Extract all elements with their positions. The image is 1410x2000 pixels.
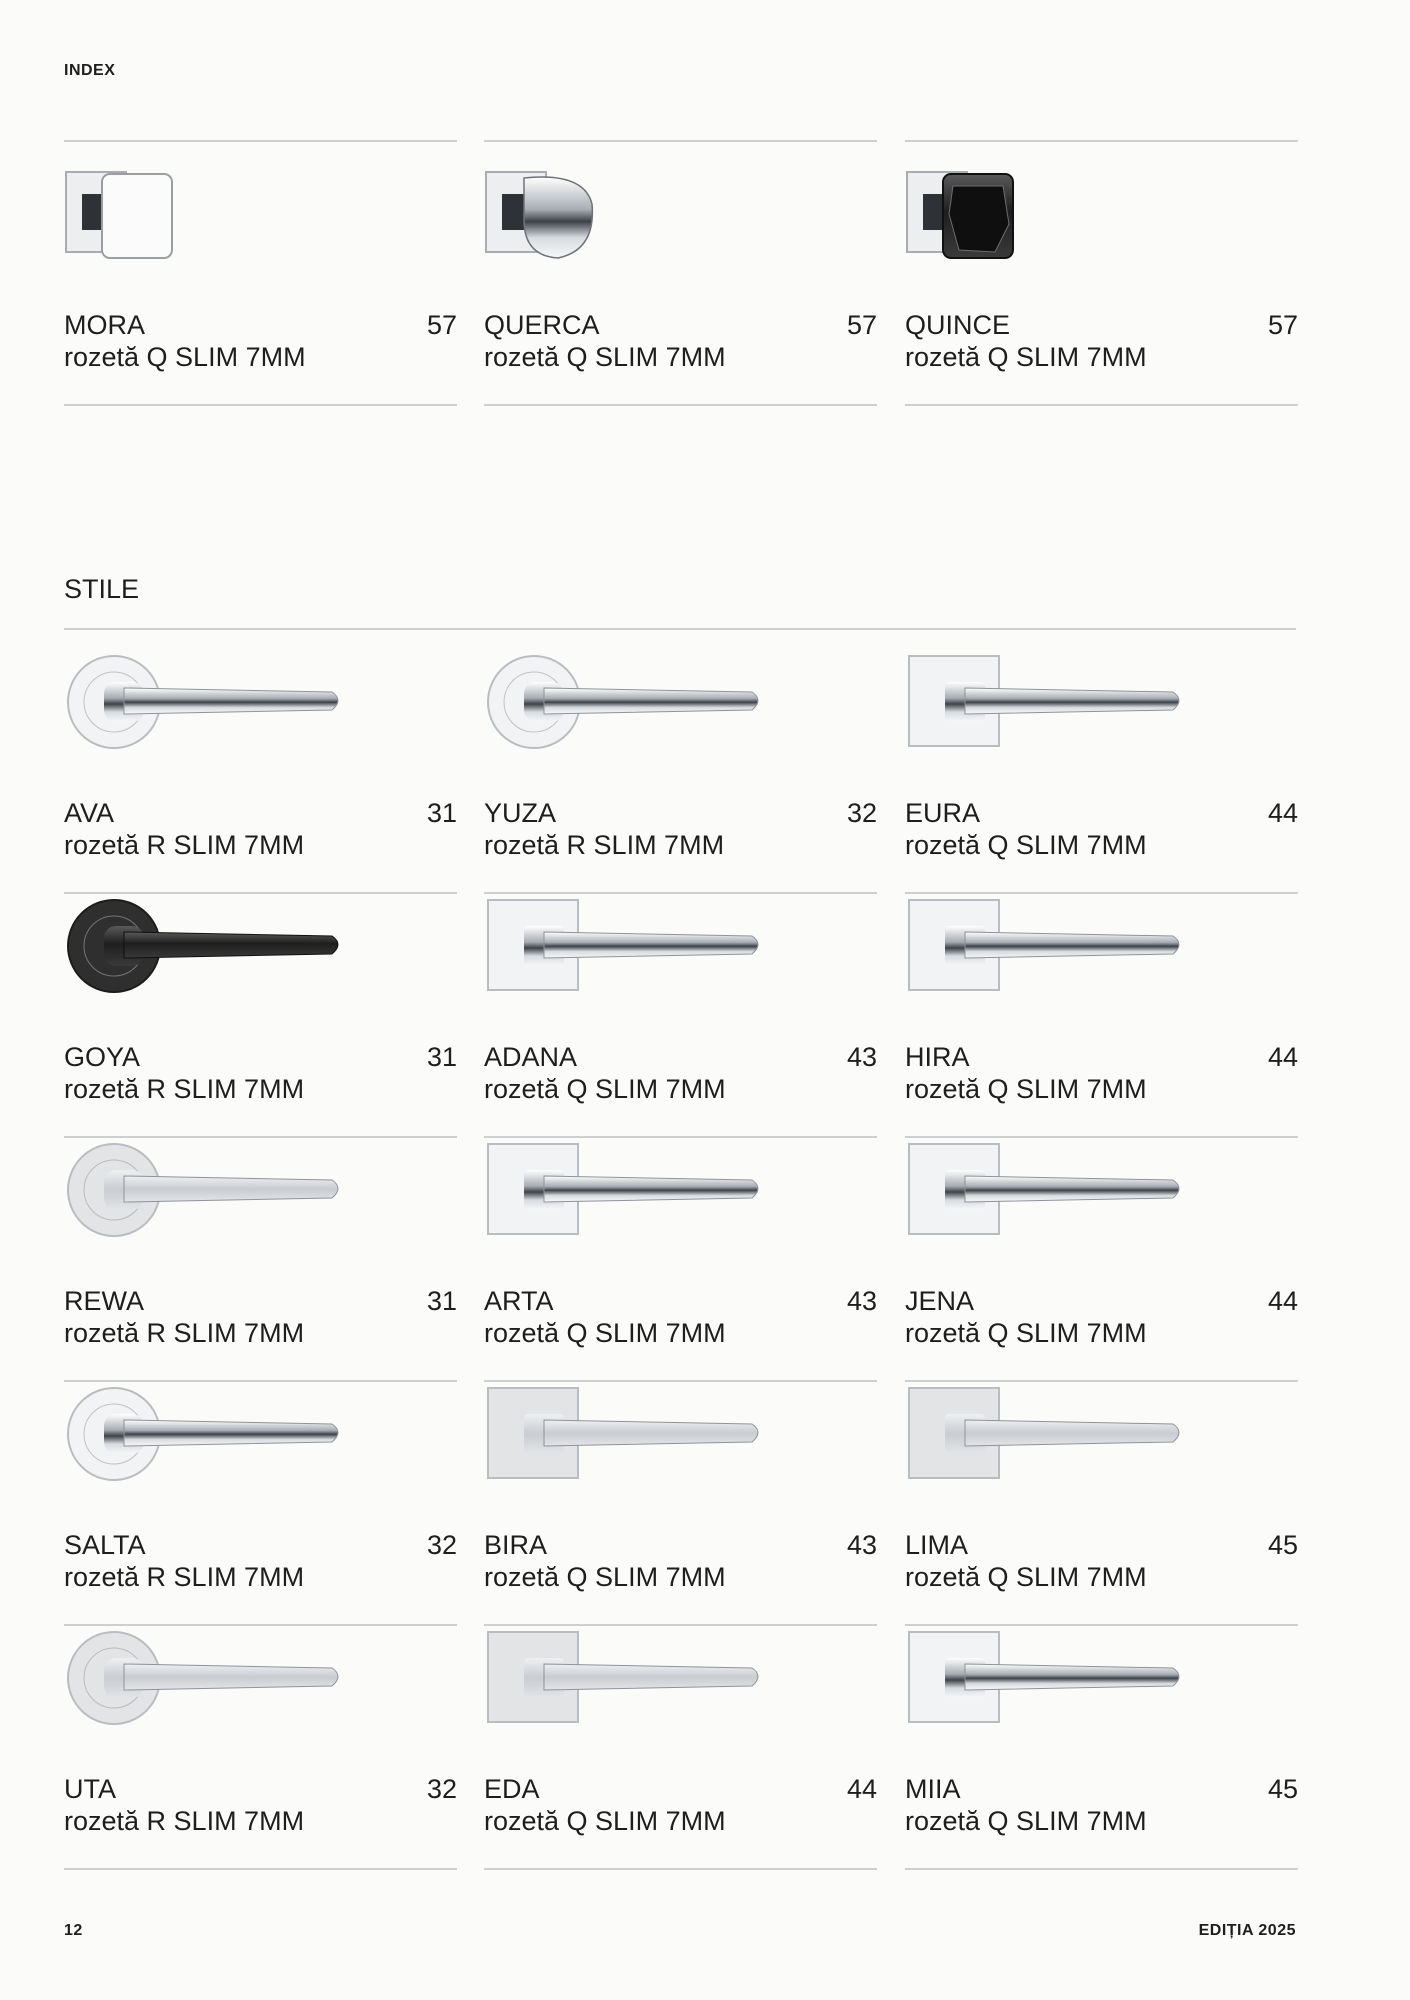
page-reference: 57 <box>846 310 877 340</box>
rosette-spec: rozetă Q SLIM 7MM <box>905 1806 1147 1836</box>
product-image <box>905 1628 1205 1748</box>
round-rose-lever-icon <box>64 1384 364 1504</box>
product-name: QUERCA <box>484 310 600 340</box>
catalog-item[interactable] <box>484 1140 877 1384</box>
rosette-spec: rozetă R SLIM 7MM <box>64 830 305 860</box>
page-reference: 57 <box>426 310 457 340</box>
product-name: SALTA <box>64 1530 146 1560</box>
product-image <box>484 652 784 772</box>
product-image <box>64 896 364 1016</box>
product-name: EDA <box>484 1774 540 1804</box>
rosette-spec: rozetă Q SLIM 7MM <box>64 342 306 372</box>
product-name: LIMA <box>905 1530 969 1560</box>
product-image <box>484 1628 784 1748</box>
product-image <box>64 1384 364 1504</box>
product-image <box>905 896 1205 1016</box>
item-divider <box>64 1380 457 1382</box>
page-reference: 45 <box>1267 1774 1298 1804</box>
round-rose-lever-icon <box>64 896 364 1016</box>
round-rose-lever-icon <box>64 1628 364 1748</box>
square-knob-icon <box>64 164 364 284</box>
rosette-spec: rozetă Q SLIM 7MM <box>484 1318 726 1348</box>
item-divider <box>64 892 457 894</box>
product-image <box>484 1140 784 1260</box>
page-reference: 32 <box>426 1774 457 1804</box>
square-rose-lever-icon <box>484 896 784 1016</box>
product-name: QUINCE <box>905 310 1011 340</box>
product-image <box>905 1384 1205 1504</box>
header-label: INDEX <box>64 62 116 79</box>
section-divider <box>64 628 1296 630</box>
item-divider <box>905 1868 1298 1870</box>
page-reference: 32 <box>426 1530 457 1560</box>
page-reference: 44 <box>846 1774 877 1804</box>
product-image <box>484 1384 784 1504</box>
square-rose-lever-icon <box>905 1384 1205 1504</box>
catalog-item[interactable] <box>64 1628 457 1872</box>
product-name: BIRA <box>484 1530 548 1560</box>
product-image <box>64 164 364 284</box>
product-name: YUZA <box>484 798 557 828</box>
product-name: UTA <box>64 1774 116 1804</box>
catalog-item[interactable] <box>905 1384 1298 1628</box>
item-divider <box>905 1136 1298 1138</box>
catalog-item[interactable] <box>905 1140 1298 1384</box>
catalog-item[interactable] <box>905 896 1298 1140</box>
item-divider <box>484 404 877 406</box>
rosette-spec: rozetă R SLIM 7MM <box>64 1318 305 1348</box>
product-name: EURA <box>905 798 981 828</box>
item-divider <box>484 1136 877 1138</box>
page-reference: 31 <box>426 1042 457 1072</box>
rosette-spec: rozetă Q SLIM 7MM <box>484 1562 726 1592</box>
rosette-spec: rozetă R SLIM 7MM <box>64 1562 305 1592</box>
rosette-spec: rozetă Q SLIM 7MM <box>905 1318 1147 1348</box>
catalog-item[interactable] <box>64 164 457 408</box>
rosette-spec: rozetă Q SLIM 7MM <box>905 342 1147 372</box>
catalog-item[interactable] <box>905 1628 1298 1872</box>
catalog-item[interactable] <box>64 1140 457 1384</box>
row-divider <box>905 140 1298 142</box>
row-divider <box>64 140 457 142</box>
page-reference: 31 <box>426 798 457 828</box>
rosette-spec: rozetă Q SLIM 7MM <box>905 1074 1147 1104</box>
catalog-item[interactable] <box>484 1384 877 1628</box>
item-divider <box>64 404 457 406</box>
rosette-spec: rozetă R SLIM 7MM <box>64 1074 305 1104</box>
item-divider <box>64 1136 457 1138</box>
rosette-spec: rozetă Q SLIM 7MM <box>905 830 1147 860</box>
product-image <box>64 1628 364 1748</box>
product-name: GOYA <box>64 1042 141 1072</box>
square-rose-lever-icon <box>905 1140 1205 1260</box>
item-divider <box>484 892 877 894</box>
item-divider <box>64 1624 457 1626</box>
page-reference: 43 <box>846 1042 877 1072</box>
footer-page-number: 12 <box>64 1922 83 1939</box>
product-name: JENA <box>905 1286 975 1316</box>
item-divider <box>905 1624 1298 1626</box>
catalog-item[interactable] <box>64 896 457 1140</box>
item-divider <box>484 1868 877 1870</box>
footer-edition: EDIȚIA 2025 <box>1198 1922 1296 1939</box>
page-reference: 45 <box>1267 1530 1298 1560</box>
rosette-spec: rozetă R SLIM 7MM <box>64 1806 305 1836</box>
rosette-spec: rozetă Q SLIM 7MM <box>484 1074 726 1104</box>
product-name: HIRA <box>905 1042 970 1072</box>
square-rose-lever-icon <box>905 896 1205 1016</box>
product-image <box>484 164 784 284</box>
product-image <box>905 652 1205 772</box>
round-rose-lever-icon <box>64 652 364 772</box>
product-image <box>64 652 364 772</box>
page-reference: 44 <box>1267 1042 1298 1072</box>
catalog-item[interactable] <box>484 1628 877 1872</box>
page-reference: 31 <box>426 1286 457 1316</box>
catalog-item[interactable] <box>484 652 877 896</box>
square-rose-lever-icon <box>484 1628 784 1748</box>
product-name: ADANA <box>484 1042 578 1072</box>
catalog-item[interactable] <box>905 652 1298 896</box>
rosette-spec: rozetă Q SLIM 7MM <box>484 1806 726 1836</box>
page-reference: 44 <box>1267 798 1298 828</box>
square-rose-lever-icon <box>905 1628 1205 1748</box>
page-reference: 57 <box>1267 310 1298 340</box>
product-image <box>64 1140 364 1260</box>
product-name: MIIA <box>905 1774 961 1804</box>
page-reference: 44 <box>1267 1286 1298 1316</box>
catalog-item[interactable] <box>484 896 877 1140</box>
page-reference: 43 <box>846 1286 877 1316</box>
round-rose-lever-icon <box>64 1140 364 1260</box>
square-rose-lever-icon <box>484 1384 784 1504</box>
square-rose-lever-icon <box>484 1140 784 1260</box>
row-divider <box>484 140 877 142</box>
item-divider <box>905 404 1298 406</box>
product-name: AVA <box>64 798 115 828</box>
item-divider <box>905 1380 1298 1382</box>
faceted-black-knob-icon <box>905 164 1205 284</box>
product-image <box>484 896 784 1016</box>
product-image <box>905 1140 1205 1260</box>
catalog-item[interactable] <box>905 164 1298 408</box>
product-name: ARTA <box>484 1286 554 1316</box>
rosette-spec: rozetă Q SLIM 7MM <box>905 1562 1147 1592</box>
catalog-item[interactable] <box>484 164 877 408</box>
page-reference: 32 <box>846 798 877 828</box>
section-title: STILE <box>64 574 140 604</box>
catalog-item[interactable] <box>64 652 457 896</box>
product-name: REWA <box>64 1286 144 1316</box>
product-name: MORA <box>64 310 145 340</box>
catalog-item[interactable] <box>64 1384 457 1628</box>
item-divider <box>64 1868 457 1870</box>
rosette-spec: rozetă Q SLIM 7MM <box>484 342 726 372</box>
item-divider <box>484 1380 877 1382</box>
item-divider <box>905 892 1298 894</box>
rosette-spec: rozetă R SLIM 7MM <box>484 830 725 860</box>
item-divider <box>484 1624 877 1626</box>
product-image <box>905 164 1205 284</box>
round-rose-lever-icon <box>484 652 784 772</box>
curved-knob-icon <box>484 164 784 284</box>
page-reference: 43 <box>846 1530 877 1560</box>
square-rose-lever-icon <box>905 652 1205 772</box>
